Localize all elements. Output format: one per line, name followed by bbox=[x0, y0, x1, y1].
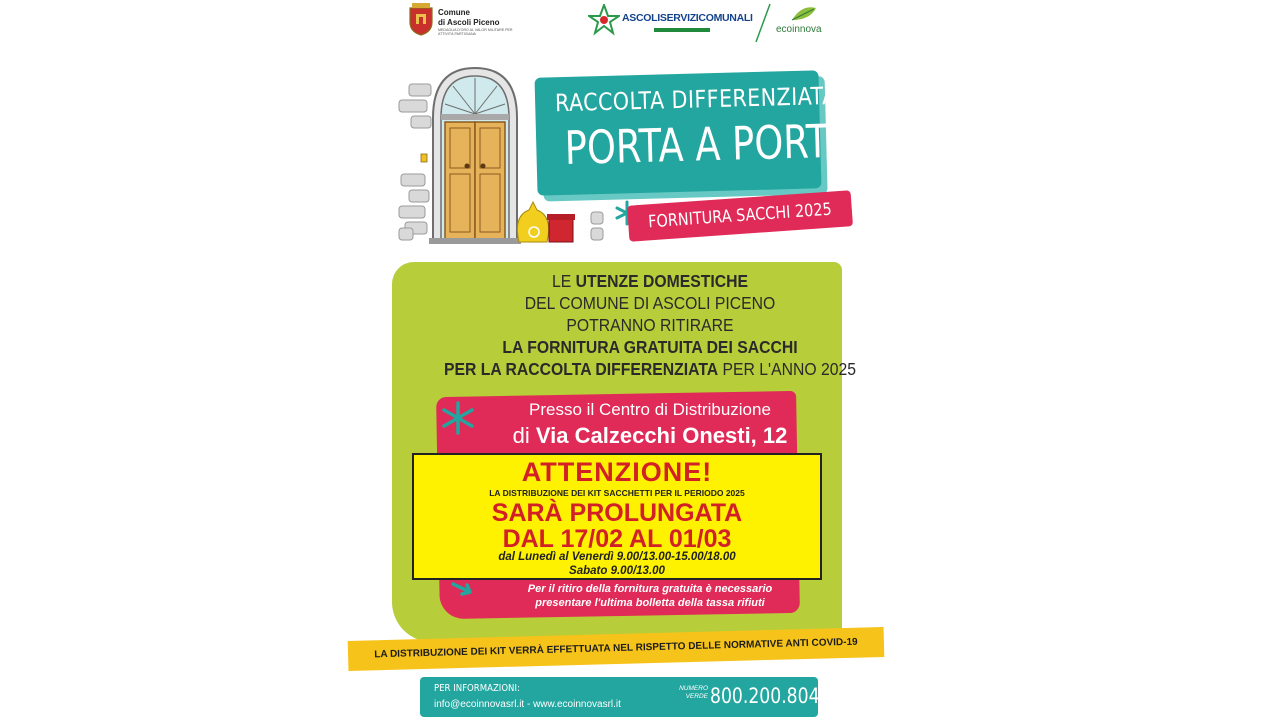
ecoinnova-leaf-icon bbox=[788, 4, 820, 24]
ritiro-line-1: Per il ritiro della fornitura gratuita è necessario bbox=[527, 583, 773, 595]
ecoinnova-logo bbox=[774, 4, 844, 40]
numero-verde-label: NUMERO VERDE bbox=[679, 685, 708, 700]
fornitura-label: FORNITURA SACCHI 2025 bbox=[647, 199, 833, 233]
poster bbox=[374, 0, 910, 720]
comune-logo bbox=[408, 2, 518, 40]
info-line-4: LA FORNITURA GRATUITA DEI SACCHI bbox=[502, 337, 798, 357]
info-line-2: DEL COMUNE DI ASCOLI PICENO bbox=[524, 293, 776, 313]
contacts-label: PER INFORMAZIONI: bbox=[434, 683, 520, 694]
asc-star-icon bbox=[588, 4, 620, 36]
fornitura-badge bbox=[627, 190, 853, 242]
ritiro-line-2: presentare l'ultima bolletta della tassa rifiuti bbox=[535, 597, 765, 609]
info-line-1: LE UTENZE DOMESTICHE bbox=[551, 271, 749, 291]
title-line-1: RACCOLTA DIFFERENZIATA bbox=[554, 81, 837, 118]
info-line-5: PER LA RACCOLTA DIFFERENZIATA PER L'ANNO 2025 bbox=[444, 359, 856, 379]
attention-title: ATTENZIONE! bbox=[521, 457, 713, 487]
covid-text: LA DISTRIBUZIONE DEI KIT VERRÀ EFFETTUATA NEL RISPETTO DELLE NORMATIVE ANTI COVID-19 bbox=[374, 636, 858, 661]
contacts-box bbox=[420, 677, 818, 717]
ascoli-servizi-logo bbox=[588, 4, 753, 36]
logo-divider bbox=[752, 2, 774, 44]
info-text bbox=[390, 270, 910, 380]
address-text: di Via Calzecchi Onesti, 12 bbox=[512, 423, 788, 448]
attention-box bbox=[412, 453, 822, 580]
comune-crest-icon bbox=[408, 2, 434, 36]
info-line-3: POTRANNO RITIRARE bbox=[566, 315, 734, 335]
attention-dates: DAL 17/02 AL 01/03 bbox=[502, 525, 732, 553]
ecoinnova-name: ecoinnova bbox=[776, 24, 822, 35]
logo-row bbox=[390, 0, 910, 45]
attention-prolungata: SARÀ PROLUNGATA bbox=[491, 499, 743, 527]
asc-bar bbox=[654, 28, 710, 32]
comune-name: Comune di Ascoli Piceno bbox=[438, 8, 500, 27]
attention-hours-weekday: dal Lunedì al Venerdì 9.00/13.00-15.00/18.00 bbox=[498, 551, 736, 563]
comune-subtitle: MEDAGLIA D'ORO AL VALOR MILITARE PER ATTIVITÀ PARTIGIANA bbox=[438, 28, 513, 36]
presso-text: Presso il Centro di Distribuzione bbox=[529, 400, 771, 419]
numero-verde[interactable]: 800.200.804 bbox=[710, 684, 820, 708]
asc-name: ASCOLISERVIZICOMUNALI bbox=[622, 12, 753, 24]
title-box bbox=[535, 70, 852, 195]
attention-hours-saturday: Sabato 9.00/13.00 bbox=[569, 565, 665, 577]
contacts-email-web[interactable]: info@ecoinnovasrl.it - www.ecoinnovasrl.it bbox=[434, 699, 621, 710]
attention-subtitle: LA DISTRIBUZIONE DEI KIT SACCHETTI PER IL PERIODO 2025 bbox=[489, 488, 745, 498]
title-line-2: PORTA A PORTA bbox=[564, 113, 852, 175]
